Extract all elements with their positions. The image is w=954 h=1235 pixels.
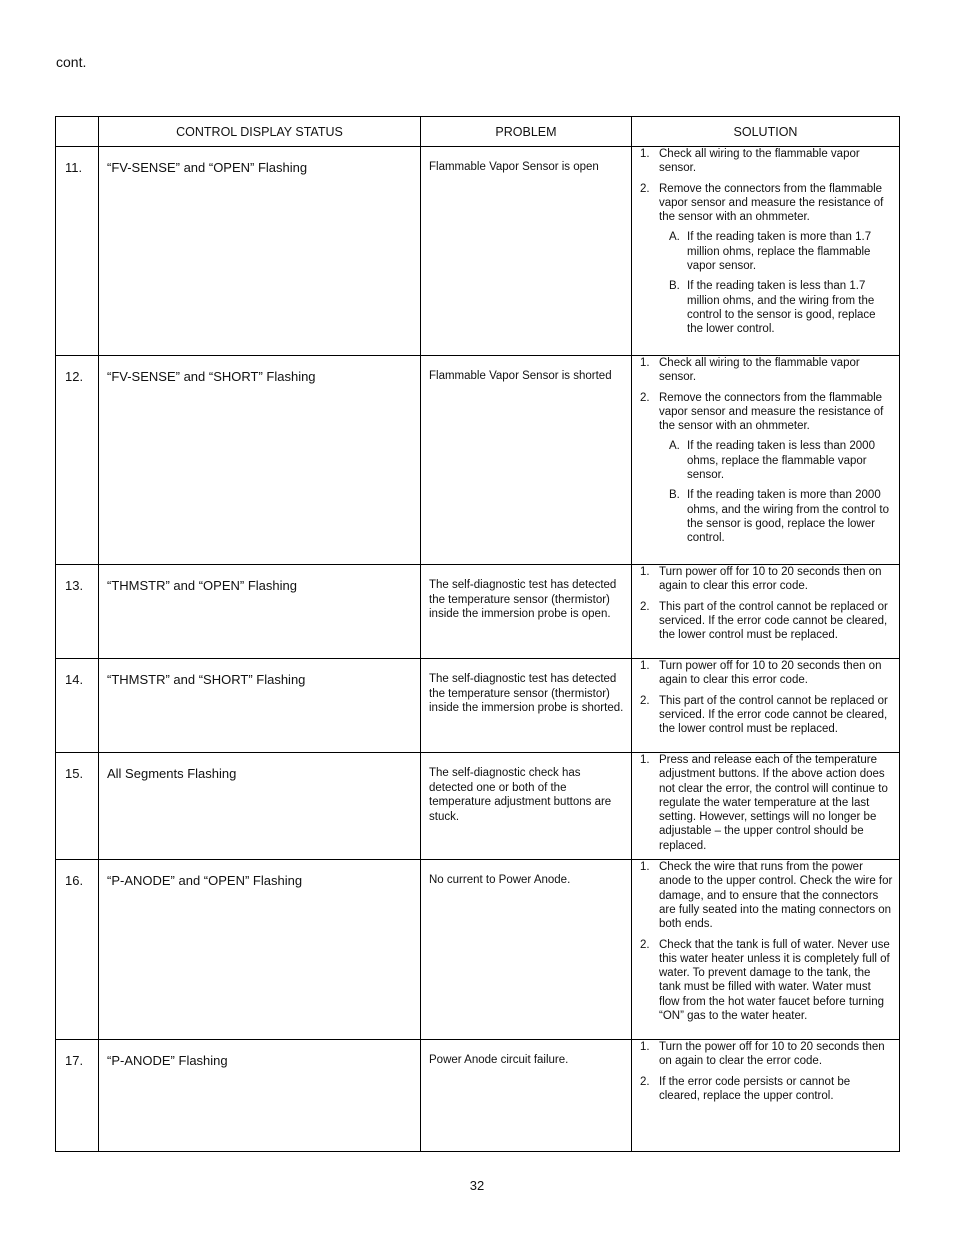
solution-step [640, 182, 893, 225]
table-row [56, 753, 900, 860]
step-marker: 1. [640, 754, 650, 766]
table-row [56, 565, 900, 659]
solution-step [640, 391, 893, 434]
step-text: If the reading taken is less than 2000 ohms, replace the flammable vapor sensor. [687, 440, 875, 482]
solution-substep [640, 488, 893, 545]
step-text: If the reading taken is less than 1.7 million ohms, and the wiring from the control to the sensor is good, replace the lower control. [687, 280, 876, 336]
step-text: Turn power off for 10 to 20 seconds then on again to clear this error code. [659, 660, 882, 687]
step-text: Remove the connectors from the flammable vapor sensor and measure the resistance of the sensor with an ohmmeter. [659, 391, 884, 433]
row-number: 12. [56, 356, 99, 565]
problem-text: Flammable Vapor Sensor is open [421, 147, 632, 356]
step-text: Check that the tank is full of water. Never use this water heater unless it is completely full of water. To prevent damage to the tank, the tank must be filled with water. Water must flow from the hot water faucet before turning “ON” gas to the water heater. [659, 938, 890, 1023]
control-display-status: “P-ANODE” and “OPEN” Flashing [99, 860, 421, 1040]
row-number: 15. [56, 753, 99, 860]
step-text: Turn the power off for 10 to 20 seconds then on again to clear the error code. [659, 1041, 885, 1068]
solution-step [640, 753, 893, 853]
control-display-status: “THMSTR” and “OPEN” Flashing [99, 565, 421, 659]
step-marker: 2. [640, 694, 650, 707]
step-marker: 2. [640, 391, 650, 404]
step-text: Check all wiring to the flammable vapor sensor. [659, 148, 860, 175]
step-marker: 1. [640, 357, 650, 369]
solution-cell [632, 147, 900, 356]
step-marker: A. [669, 231, 680, 244]
step-text: Turn power off for 10 to 20 seconds then on again to clear this error code. [659, 566, 882, 593]
problem-text: The self-diagnostic check has detected one or both of the temperature adjustment buttons are stuck. [421, 753, 632, 860]
table-row [56, 1040, 900, 1152]
row-number: 14. [56, 659, 99, 753]
step-text: Check the wire that runs from the power anode to the upper control. Check the wire for damage, and to ensure that the connectors are fully seated into the mating connectors on both ends. [659, 861, 893, 931]
solution-substep [640, 230, 893, 273]
step-marker: 1. [640, 1041, 650, 1054]
solution-step [640, 565, 893, 594]
table-row [56, 860, 900, 1040]
solution-cell [632, 860, 900, 1040]
problem-text: Power Anode circuit failure. [421, 1040, 632, 1152]
step-text: This part of the control cannot be replaced or serviced. If the error code cannot be cleared, the lower control must be replaced. [659, 694, 888, 736]
control-display-status: “FV-SENSE” and “OPEN” Flashing [99, 147, 421, 356]
step-marker: A. [669, 440, 680, 453]
step-text: Remove the connectors from the flammable vapor sensor and measure the resistance of the sensor with an ohmmeter. [659, 182, 884, 224]
step-text: Check all wiring to the flammable vapor sensor. [659, 357, 860, 384]
step-marker: 1. [640, 660, 650, 672]
table-header-row [56, 117, 900, 147]
step-marker: 2. [640, 600, 650, 613]
step-text: If the reading taken is more than 1.7 million ohms, replace the flammable vapor sensor. [687, 231, 872, 273]
column-header-number [56, 117, 99, 147]
solution-cell [632, 1040, 900, 1152]
solution-cell [632, 753, 900, 860]
troubleshooting-table [55, 116, 900, 1152]
solution-step [640, 147, 893, 176]
step-marker: 1. [640, 861, 650, 874]
table-body [56, 147, 900, 1152]
step-text: If the error code persists or cannot be cleared, replace the upper control. [659, 1075, 851, 1102]
solution-step [640, 600, 893, 643]
problem-text: The self-diagnostic test has detected the temperature sensor (thermistor) inside the immersion probe is open. [421, 565, 632, 659]
row-number: 17. [56, 1040, 99, 1152]
control-display-status: All Segments Flashing [99, 753, 421, 860]
row-number: 16. [56, 860, 99, 1040]
solution-substep [640, 439, 893, 482]
table-row [56, 356, 900, 565]
problem-text: No current to Power Anode. [421, 860, 632, 1040]
solution-substep [640, 279, 893, 336]
solution-cell [632, 356, 900, 565]
column-header-status: CONTROL DISPLAY STATUS [99, 117, 421, 147]
step-marker: 1. [640, 566, 650, 578]
solution-cell [632, 565, 900, 659]
step-text: Press and release each of the temperature adjustment buttons. If the above action does not clear the error, the control will continue to regulate the water temperature at the last setting. However, settings will no longer be adjustable – the upper control should be replaced. [659, 754, 888, 852]
solution-step [640, 1075, 893, 1104]
problem-text: Flammable Vapor Sensor is shorted [421, 356, 632, 565]
step-marker: B. [669, 489, 680, 502]
row-number: 13. [56, 565, 99, 659]
control-display-status: “P-ANODE” Flashing [99, 1040, 421, 1152]
step-marker: B. [669, 280, 680, 293]
row-number: 11. [56, 147, 99, 356]
step-text: This part of the control cannot be replaced or serviced. If the error code cannot be cleared, the lower control must be replaced. [659, 600, 888, 642]
solution-step [640, 860, 893, 931]
control-display-status: “THMSTR” and “SHORT” Flashing [99, 659, 421, 753]
page-number: 32 [469, 1178, 485, 1193]
step-marker: 1. [640, 148, 650, 160]
solution-step [640, 1040, 893, 1069]
column-header-problem: PROBLEM [421, 117, 632, 147]
solution-step [640, 659, 893, 688]
control-display-status: “FV-SENSE” and “SHORT” Flashing [99, 356, 421, 565]
step-marker: 2. [640, 938, 650, 951]
step-marker: 2. [640, 1075, 650, 1088]
step-marker: 2. [640, 182, 650, 195]
table-row [56, 659, 900, 753]
step-text: If the reading taken is more than 2000 ohms, and the wiring from the control to the sensor is good, replace the lower control. [687, 489, 889, 545]
solution-step [640, 694, 893, 737]
column-header-solution: SOLUTION [632, 117, 900, 147]
solution-step [640, 356, 893, 385]
solution-cell [632, 659, 900, 753]
continued-label: cont. [56, 54, 87, 70]
table-row [56, 147, 900, 356]
solution-step [640, 938, 893, 1024]
problem-text: The self-diagnostic test has detected the temperature sensor (thermistor) inside the immersion probe is shorted. [421, 659, 632, 753]
